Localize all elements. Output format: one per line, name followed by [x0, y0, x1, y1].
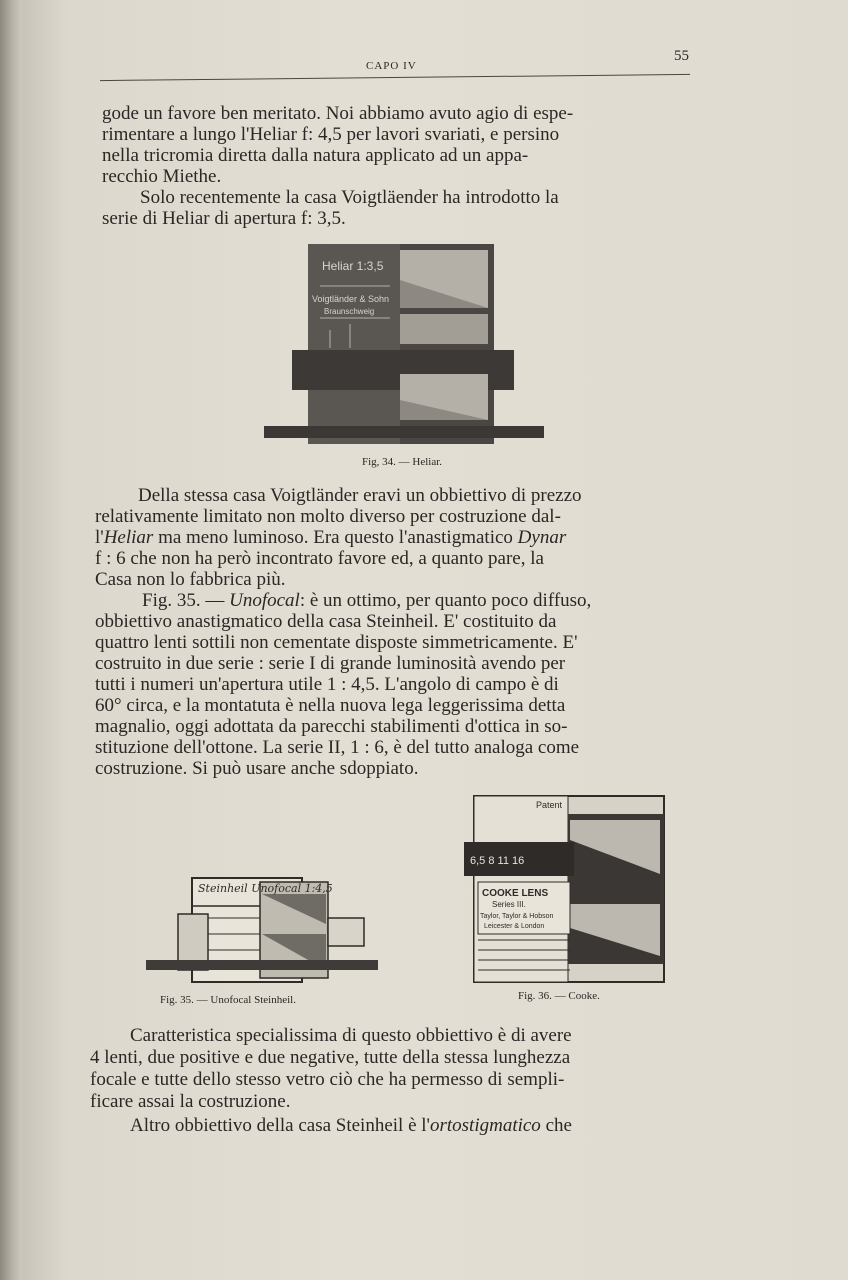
text-line: ficare assai la costruzione. — [90, 1091, 291, 1112]
text-line: tutti i numeri un'apertura utile 1 : 4,5. L'angolo di campo è di — [95, 674, 559, 695]
page-number: 55 — [674, 48, 689, 64]
heliar-maker-line1: Voigtländer & Sohn — [312, 294, 390, 304]
cooke-patent: Patent — [536, 800, 563, 810]
text-line: costruzione. Si può usare anche sdoppiato. — [95, 758, 419, 779]
text-line: serie di Heliar di apertura f: 3,5. — [102, 208, 346, 229]
heliar-maker-line2: Braunschweig — [324, 307, 375, 316]
cooke-label-1: COOKE LENS — [482, 888, 549, 899]
text-line: Della stessa casa Voigtländer eravi un obbiettivo di prezzo — [138, 485, 582, 506]
text-line: stituzione dell'ottone. La serie II, 1 : 6, è del tutto analoga come — [95, 737, 580, 758]
cooke-label-2: Series III. — [492, 900, 526, 909]
text-line: Solo recentemente la casa Voigtläender ha introdotto la — [140, 187, 559, 208]
unofocal-engraving: Steinheil Unofocal 1:4,5 — [198, 882, 333, 895]
text-line: relativamente limitato non molto diverso per costruzione dal- — [95, 506, 561, 527]
text-line: Altro obbiettivo della casa Steinheil è l'ortostigmatico che — [130, 1115, 572, 1136]
figure-caption: Fig, 34. — Heliar. — [362, 456, 443, 468]
text-line: Casa non lo fabbrica più. — [95, 569, 286, 590]
text-line: f : 6 che non ha però incontrato favore ed, a quanto pare, la — [95, 548, 544, 569]
text-line: nella tricromia diretta dalla natura applicato ad un appa- — [102, 145, 529, 166]
text-line: rimentare a lungo l'Heliar f: 4,5 per lavori svariati, e persino — [102, 124, 560, 145]
text-line: Fig. 35. — Unofocal: è un ottimo, per quanto poco diffuso, — [142, 590, 592, 611]
text-line: gode un favore ben meritato. Noi abbiamo avuto agio di espe- — [102, 103, 574, 124]
text-line: quattro lenti sottili non cementate disposte simmetricamente. E' — [95, 632, 578, 653]
figure-caption: Fig. 35. — Unofocal Steinheil. — [160, 994, 296, 1006]
book-spine — [0, 0, 22, 1280]
cooke-label-3: Taylor, Taylor & Hobson — [480, 913, 554, 920]
cooke-lens-figure — [460, 794, 682, 986]
figure-caption: Fig. 36. — Cooke. — [518, 990, 600, 1002]
chapter-header: CAPO IV — [366, 60, 417, 72]
text-line: recchio Miethe. — [102, 166, 222, 187]
text-line: costruito in due serie : serie I di grande luminosità avendo per — [95, 653, 566, 674]
cooke-scale: 6,5 8 11 16 — [470, 855, 525, 867]
text-line: focale e tutte dello stesso vetro ciò che ha permesso di sempli- — [90, 1069, 565, 1090]
cooke-label-4: Leicester & London — [484, 923, 545, 930]
text-line: 4 lenti, due positive e due negative, tutte della stessa lunghezza — [90, 1047, 571, 1068]
text-line: 60° circa, e la montatuta è nella nuova lega leggerissima detta — [95, 695, 566, 716]
text-line: obbiettivo anastigmatico della casa Steinheil. E' costituito da — [95, 611, 557, 632]
text-line: l'Heliar ma meno luminoso. Era questo l'anastigmatico Dynar — [95, 527, 567, 548]
heliar-lens-label: Heliar 1:3,5 — [322, 259, 384, 273]
heliar-lens-figure — [260, 240, 550, 450]
text-line: magnalio, oggi adottata da parecchi stabilimenti d'ottica in so- — [95, 716, 568, 737]
unofocal-lens-figure — [142, 874, 382, 986]
text-line: Caratteristica specialissima di questo obbiettivo è di avere — [130, 1025, 572, 1046]
